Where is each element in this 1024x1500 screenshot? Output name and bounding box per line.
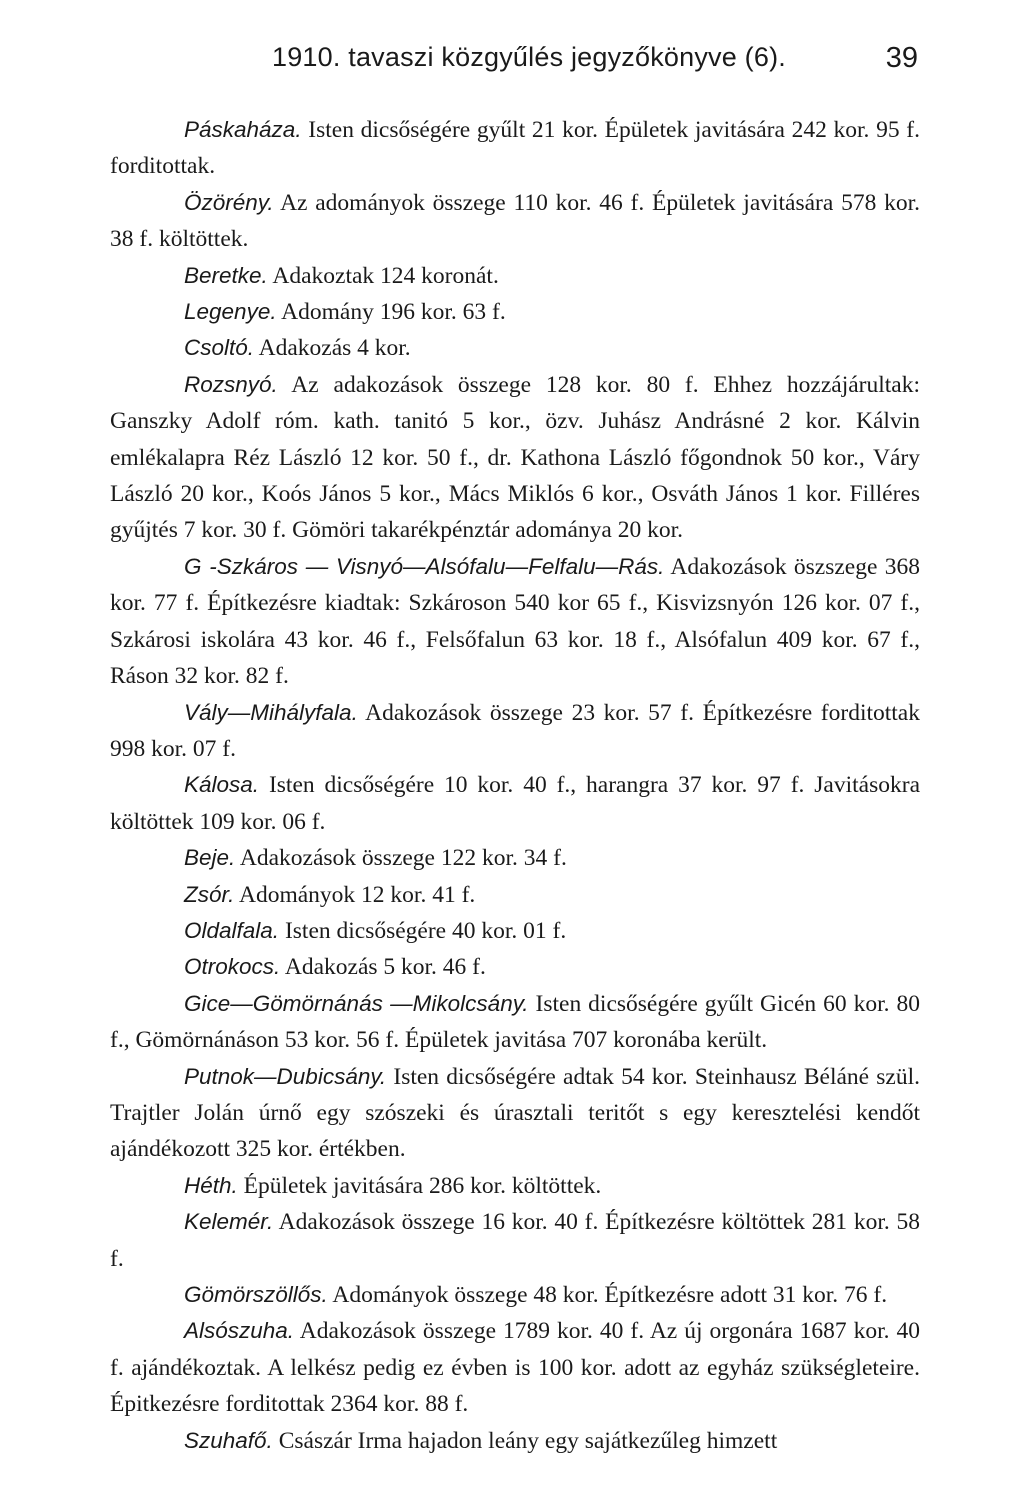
entry-text: Isten dicsőségére 40 kor. 01 f. xyxy=(279,917,567,944)
entry-text: Adakozások összege 1789 kor. 40 f. Az új orgonára 1687 kor. 40 f. ajándékoztak. A lelkész pedig ez évben is 100 kor. adott az egyház szükségleteire. Épitkezésre forditottak 2364 kor. 88 f. xyxy=(110,1318,920,1418)
place-name: Vály—Mihályfala. xyxy=(184,699,358,725)
place-name: Alsószuha. xyxy=(184,1318,295,1344)
entry-text: Adakozások összege 122 kor. 34 f. xyxy=(235,845,567,872)
entry-text: Adakoztak 124 koronát. xyxy=(267,262,499,289)
entry-text: Épületek javitására 286 kor. költöttek. xyxy=(237,1172,602,1199)
page-number: 39 xyxy=(885,42,918,74)
entry-paragraph xyxy=(110,1313,920,1422)
entry-paragraph xyxy=(110,367,920,549)
place-name: Rozsnyó. xyxy=(184,371,278,397)
entry-text: Az adományok összege 110 kor. 46 f. Épületek javitására 578 kor. 38 f. költöttek. xyxy=(110,189,920,253)
entry-paragraph xyxy=(110,986,920,1059)
entry-text: Adakozások összege 23 kor. 57 f. Építkezésre forditottak 998 kor. 07 f. xyxy=(110,699,920,762)
entry-text: Adományok 12 kor. 41 f. xyxy=(234,881,476,908)
place-name: Putnok—Dubicsány. xyxy=(184,1063,387,1089)
entry-paragraph xyxy=(110,1423,920,1459)
entry-text: Adomány 196 kor. 63 f. xyxy=(276,299,506,326)
entry-text: Adakozások összege 16 kor. 40 f. Építkezésre költöttek 281 kor. 58 f. xyxy=(110,1209,920,1272)
entry-paragraph xyxy=(110,1204,920,1277)
place-name: Héth. xyxy=(184,1172,238,1198)
entry-text: Adakozás 5 kor. 46 f. xyxy=(280,954,486,981)
entry-text: Adományok összege 48 kor. Építkezésre adott 31 kor. 76 f. xyxy=(327,1282,888,1308)
entry-paragraph xyxy=(110,1059,920,1168)
entry-paragraph xyxy=(110,877,920,913)
place-name: Özörény. xyxy=(184,189,274,215)
page-header xyxy=(0,42,1024,82)
entry-text: Adakozások öszszege 368 kor. 77 f. Építkezésre kiadtak: Szkároson 540 kor 65 f., Kisvizsnyón 126 kor. 07 f., Szkárosi iskolára 43 kor. 46 f., Felsőfalun 63 kor. 18 f., Alsófalun 409 kor. 67 f., Ráson 32 kor. 82 f. xyxy=(110,553,920,690)
running-title: 1910. tavaszi közgyűlés jegyzőkönyve (6). xyxy=(272,42,786,72)
place-name: Szuhafő. xyxy=(184,1427,273,1453)
place-name: Beje. xyxy=(184,845,236,871)
place-name: Zsór. xyxy=(184,881,235,907)
place-name: Legenye. xyxy=(184,299,277,325)
place-name: Gice—Gömörnánás —Mikolcsány. xyxy=(184,990,529,1016)
entry-text: Isten dicsőségére gyűlt 21 kor. Épületek javitására 242 kor. 95 f. forditottak. xyxy=(110,117,920,180)
entry-paragraph xyxy=(110,112,920,185)
entry-paragraph xyxy=(110,695,920,768)
entry-paragraph xyxy=(110,913,920,949)
entry-paragraph xyxy=(110,294,920,330)
entry-paragraph xyxy=(110,840,920,876)
entry-text: Adakozás 4 kor. xyxy=(254,335,411,362)
entry-paragraph xyxy=(110,258,920,294)
entry-paragraph xyxy=(110,949,920,985)
entry-text: Isten dicsőségére gyűlt Gicén 60 kor. 80 f., Gömörnánáson 53 kor. 56 f. Épületek javitása 707 koronába került. xyxy=(110,990,920,1054)
entry-paragraph xyxy=(110,767,920,840)
place-name: G -Szkáros — Visnyó—Alsófalu—Felfalu—Rás. xyxy=(184,553,665,579)
entry-paragraph xyxy=(110,549,920,695)
body-text xyxy=(110,112,920,1459)
entry-text: Isten dicsőségére adtak 54 kor. Steinhausz Béláné szül. Trajtler Jolán úrnő egy szószeki és úrasztali teritőt s egy keresztelési kendőt ajándékozott 325 kor. értékben. xyxy=(110,1063,920,1163)
place-name: Oldalfala. xyxy=(184,917,280,943)
place-name: Kelemér. xyxy=(184,1209,274,1235)
place-name: Csoltó. xyxy=(184,335,255,361)
entry-paragraph xyxy=(110,185,920,258)
place-name: Otrokocs. xyxy=(184,954,281,980)
entry-text: Császár Irma hajadon leány egy sajátkezűleg himzett xyxy=(272,1427,778,1454)
place-name: Kálosa. xyxy=(184,772,260,798)
entry-text: Isten dicsőségére 10 kor. 40 f., harangra 37 kor. 97 f. Javitásokra költöttek 109 kor. 06 f. xyxy=(110,772,920,835)
place-name: Beretke. xyxy=(184,262,268,288)
place-name: Gömörszöllős. xyxy=(184,1282,328,1307)
entry-paragraph xyxy=(110,1277,920,1313)
entry-paragraph xyxy=(110,330,920,366)
entry-paragraph xyxy=(110,1168,920,1204)
entry-text: Az adakozások összege 128 kor. 80 f. Ehhez hozzájárultak: Ganszky Adolf róm. kath. tanitó 5 kor., özv. Juhász Andrásné 2 kor. Kálvin emlékalapra Réz László 12 kor. 50 f., dr. Kathona László főgondnok 50 kor., Váry László 20 kor., Koós János 5 kor., Mács Miklós 6 kor., Osváth János 1 kor. Filléres gyűjtés 7 kor. 30 f. Gömöri takarékpénztár adománya 20 kor. xyxy=(110,371,920,544)
place-name: Páskaháza. xyxy=(184,117,302,142)
